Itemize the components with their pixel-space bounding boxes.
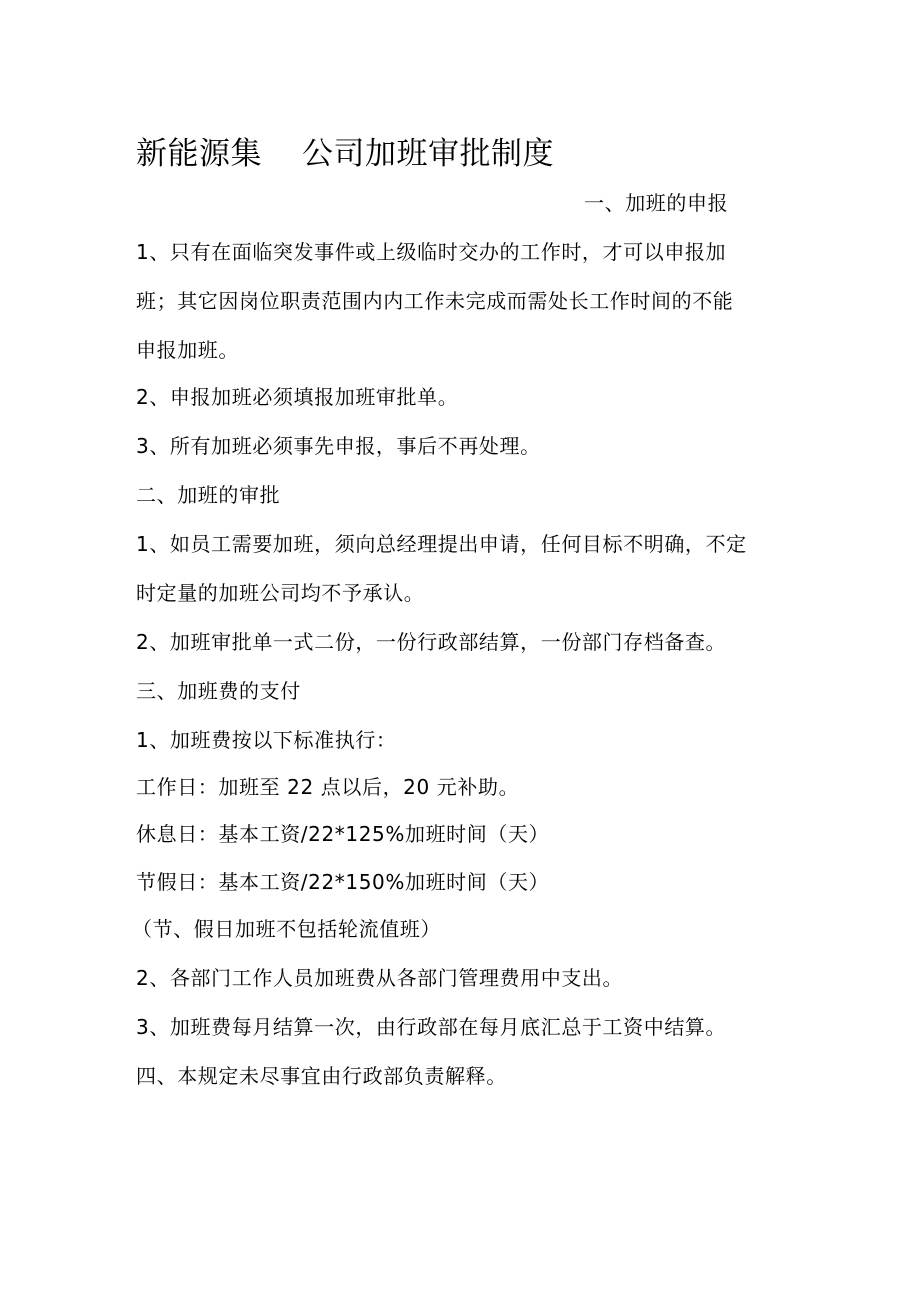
title-right: 公司加班审批制度 <box>302 136 554 172</box>
paragraph-line: 2、各部门工作人员加班费从各部门管理费用中支出。 <box>136 966 624 990</box>
paragraph-line: 1、只有在面临突发事件或上级临时交办的工作时，才可以申报加 <box>136 240 727 264</box>
paragraph-line: 工作日：加班至 22 点以后，20 元补助。 <box>136 775 520 799</box>
paragraph-line: 1、加班费按以下标准执行： <box>136 728 397 752</box>
paragraph-line: 2、加班审批单一式二份，一份行政部结算，一份部门存档备查。 <box>136 630 727 654</box>
paragraph-line: 班；其它因岗位职责范围内内工作未完成而需处长工作时间的不能 <box>136 289 734 313</box>
document-title <box>136 132 554 176</box>
paragraph-line: 2、申报加班必须填报加班审批单。 <box>136 385 459 409</box>
paragraph-line: 3、所有加班必须事先申报，事后不再处理。 <box>136 434 541 458</box>
section4-heading: 四、本规定未尽事宜由行政部负责解释。 <box>136 1064 507 1088</box>
paragraph-line: 休息日：基本工资/22*125%加班时间（天） <box>136 822 550 846</box>
paragraph-line: 3、加班费每月结算一次，由行政部在每月底汇总于工资中结算。 <box>136 1015 727 1039</box>
paragraph-line: 申报加班。 <box>136 338 239 362</box>
paragraph-line: （节、假日加班不包括轮流值班） <box>132 917 441 941</box>
paragraph-line: 节假日：基本工资/22*150%加班时间（天） <box>136 870 550 894</box>
paragraph-line: 1、如员工需要加班，须向总经理提出申请，任何目标不明确，不定 <box>136 532 747 556</box>
section2-heading: 二、加班的审批 <box>136 483 281 507</box>
title-left: 新能源集 <box>136 136 262 172</box>
paragraph-line: 时定量的加班公司均不予承认。 <box>136 581 425 605</box>
section1-heading: 一、加班的申报 <box>584 191 729 215</box>
section3-heading: 三、加班费的支付 <box>136 679 301 703</box>
